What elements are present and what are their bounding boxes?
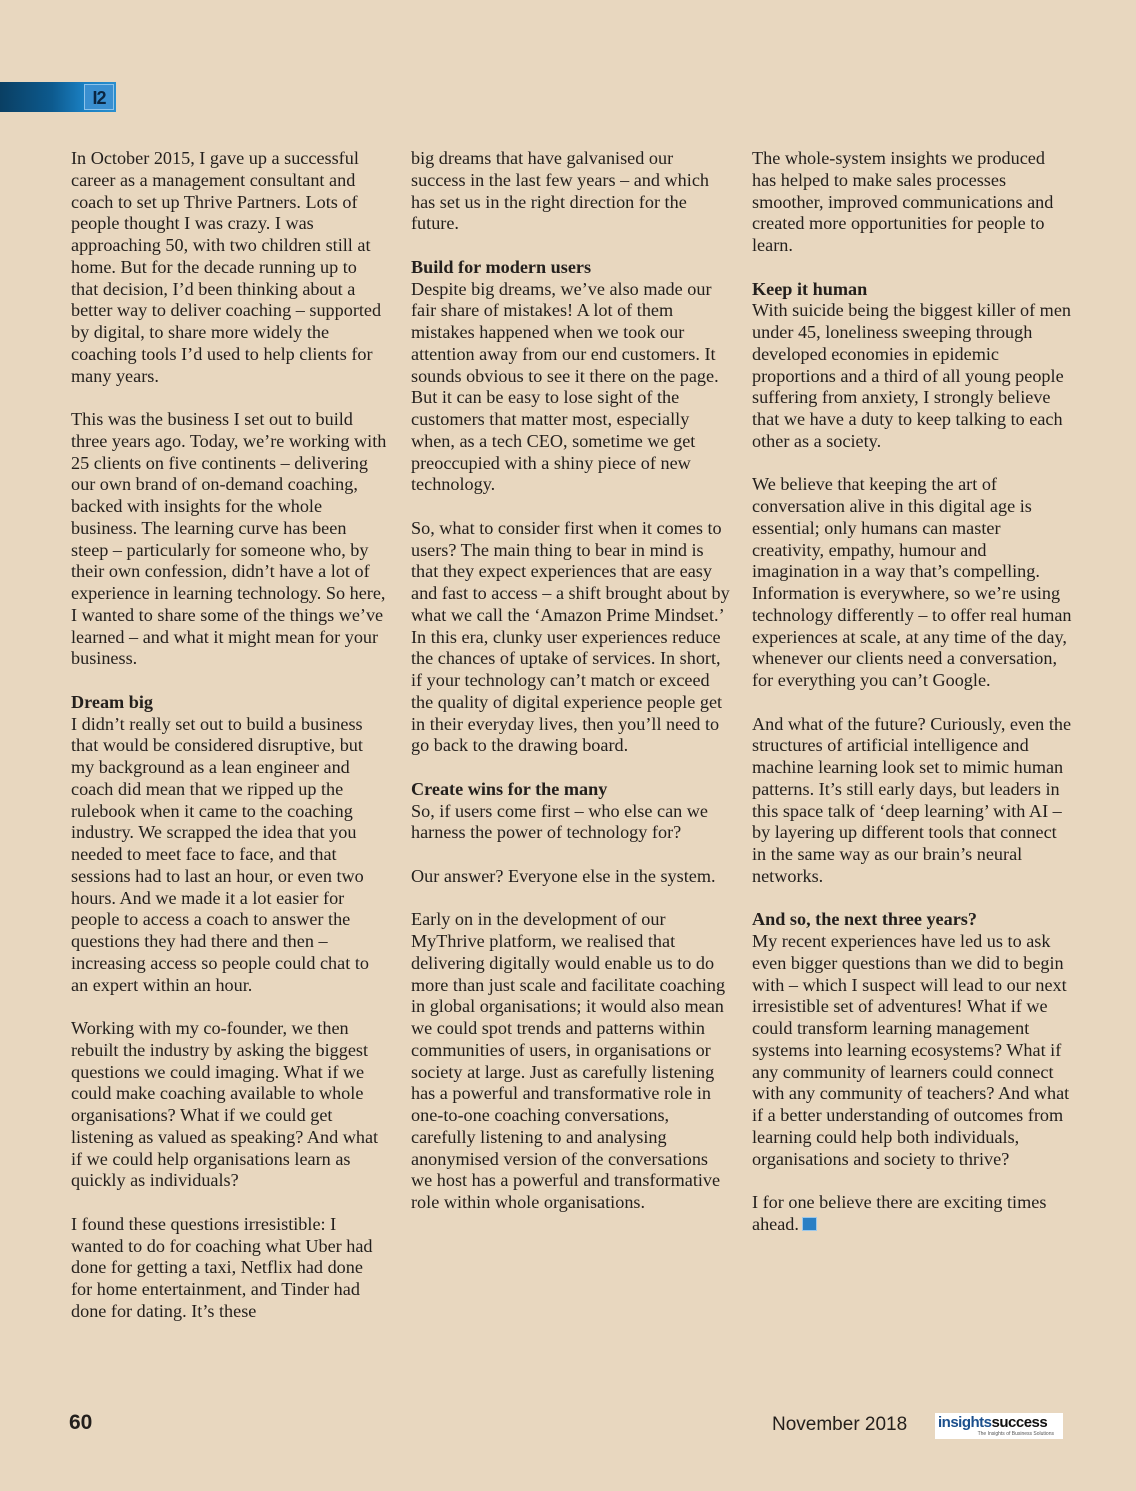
article-paragraph <box>752 148 1072 257</box>
heading-text: Keep it human <box>752 278 868 299</box>
article-paragraph <box>411 279 731 497</box>
i2-logo-icon: I2 <box>84 84 114 110</box>
section-heading <box>71 692 387 714</box>
paragraph-text: I for one believe there are exciting times ahead. <box>752 1192 1047 1234</box>
paragraph-text: So, if users come first – who else can we harness the power of technology for? <box>411 800 708 843</box>
article-column-3 <box>752 148 1072 1257</box>
paragraph-text: This was the business I set out to build three years ago. Today, we’re working with 25 clients on five continents – delivering our own brand of on-demand coaching, backed with insights for the whole business. The learning curve has been steep – particularly for someone who, by their own confession, didn’t have a lot of experience in learning technology. So here, I wanted to share some of the things we’ve learned – and what it might mean for your business. <box>71 409 387 669</box>
paragraph-text: Early on in the development of our MyThrive platform, we realised that delivering digitally would enable us to do more than just scale and facilitate coaching in global organisations; it would also mean we could spot trends and patterns within communities of users, in organisations or society at large. Just as carefully listening has a powerful and transformative role in one-to-one coaching conversations, carefully listening to and analysing anonymised version of the conversations we host has a powerful and transformative role within whole organisations. <box>411 909 726 1212</box>
article-paragraph <box>71 1018 387 1192</box>
insights-success-logo <box>935 1413 1063 1439</box>
paragraph-text: In October 2015, I gave up a successful career as a management consultant and coach to set up Thrive Partners. Lots of people thought I was crazy. I was approaching 50, with two children still at home. But for the decade running up to that decision, I’d been thinking about a better way to deliver coaching – supported by digital, to share more widely the coaching tools I’d used to help clients for many years. <box>71 148 382 386</box>
article-column-2 <box>411 148 731 1236</box>
article-paragraph <box>71 714 387 997</box>
paragraph-text: My recent experiences have led us to ask even bigger questions than we did to begin with – which I suspect will lead to our next irresistible set of adventures! What if we could transform learning management systems into learning ecosystems? What if any community of learners could connect with any community of teachers? And what if a better understanding of outcomes from learning could help both individuals, organisations and society to thrive? <box>752 931 1070 1169</box>
article-paragraph <box>752 300 1072 452</box>
section-heading <box>411 779 731 801</box>
page-number: 60 <box>69 1411 93 1434</box>
paragraph-text: Our answer? Everyone else in the system. <box>411 865 716 886</box>
article-paragraph <box>71 1214 387 1323</box>
article-paragraph <box>411 518 731 757</box>
paragraph-text: Despite big dreams, we’ve also made our fair share of mistakes! A lot of them mistakes happened when we took our attention away from our end customers. It sounds obvious to see it there on the page. But it can be easy to lose sight of the customers that matter most, especially when, as a tech CEO, sometime we get preoccupied with a shiny piece of new technology. <box>411 278 719 495</box>
article-paragraph <box>752 474 1072 692</box>
end-of-article-icon <box>802 1217 817 1231</box>
paragraph-text: We believe that keeping the art of conversation alive in this digital age is essential; only humans can master creativity, empathy, humour and imagination in a way that’s compelling. Information is everywhere, so we’re using technology differently – to offer real human experiences at scale, at any time of the day, whenever our clients need a conversation, for everything you can’t Google. <box>752 474 1072 690</box>
article-paragraph <box>411 801 731 845</box>
heading-text: Dream big <box>71 691 154 712</box>
issue-date: November 2018 <box>772 1414 908 1435</box>
paragraph-text: I found these questions irresistible: I wanted to do for coaching what Uber had done for getting a taxi, Netflix had done for home entertainment, and Tinder had done for dating. It’s these <box>71 1213 373 1321</box>
article-column-1 <box>71 148 387 1344</box>
paragraph-text: With suicide being the biggest killer of men under 45, loneliness sweeping through developed economies in epidemic proportions and a third of all young people suffering from anxiety, I strongly believe that we have a duty to keep talking to each other as a society. <box>752 300 1071 451</box>
paragraph-text: So, what to consider first when it comes to users? The main thing to bear in mind is that they expect experiences that are easy and fast to access – a shift brought about by what we call the ‘Amazon Prime Mindset.’ In this era, clunky user experiences reduce the chances of uptake of services. In short, if your technology can’t match or exceed the quality of digital experience people get in their everyday lives, then you’ll need to go back to the drawing board. <box>411 517 730 756</box>
brand-name: insightssuccess <box>938 1414 1048 1431</box>
heading-text: And so, the next three years? <box>752 909 977 930</box>
heading-text: Build for modern users <box>411 256 592 277</box>
paragraph-text: Working with my co-founder, we then rebuilt the industry by asking the biggest questions we could imaging. What if we could make coaching available to whole organisations? What if we could get listening as valued as speaking? And what if we could help organisations learn as quickly as individuals? <box>71 1018 379 1191</box>
brand-tagline: The Insights of Business Solutions <box>977 1431 1054 1437</box>
article-paragraph <box>71 148 387 387</box>
article-paragraph <box>411 866 731 888</box>
article-paragraph <box>411 909 731 1214</box>
section-heading <box>752 909 1072 931</box>
section-heading <box>411 257 731 279</box>
paragraph-text: I didn’t really set out to build a business that would be considered disruptive, but my background as a lean engineer and coach did mean that we ripped up the rulebook when it came to the coaching industry. We scrapped the idea that you needed to meet face to face, and that sessions had to last an hour, or even two hours. And we made it a lot easier for people to access a coach to answer the questions they had there and then – increasing access so people could chat to an expert within an hour. <box>71 713 369 995</box>
article-paragraph <box>411 148 731 235</box>
article-paragraph <box>752 1192 1072 1236</box>
heading-text: Create wins for the many <box>411 778 608 799</box>
article-paragraph <box>752 714 1072 888</box>
article-paragraph <box>71 409 387 670</box>
paragraph-text: The whole-system insights we produced has helped to make sales processes smoother, improved communications and created more opportunities for people to learn. <box>752 148 1054 255</box>
section-heading <box>752 279 1072 301</box>
paragraph-text: And what of the future? Curiously, even the structures of artificial intelligence and machine learning look set to mimic human patterns. It’s still early days, but leaders in this space talk of ‘deep learning’ with AI – by layering up different tools that connect in the same way as our brain’s neural networks. <box>752 713 1072 886</box>
paragraph-text: big dreams that have galvanised our success in the last few years – and which has set us in the right direction for the future. <box>411 148 709 234</box>
article-paragraph <box>752 931 1072 1170</box>
